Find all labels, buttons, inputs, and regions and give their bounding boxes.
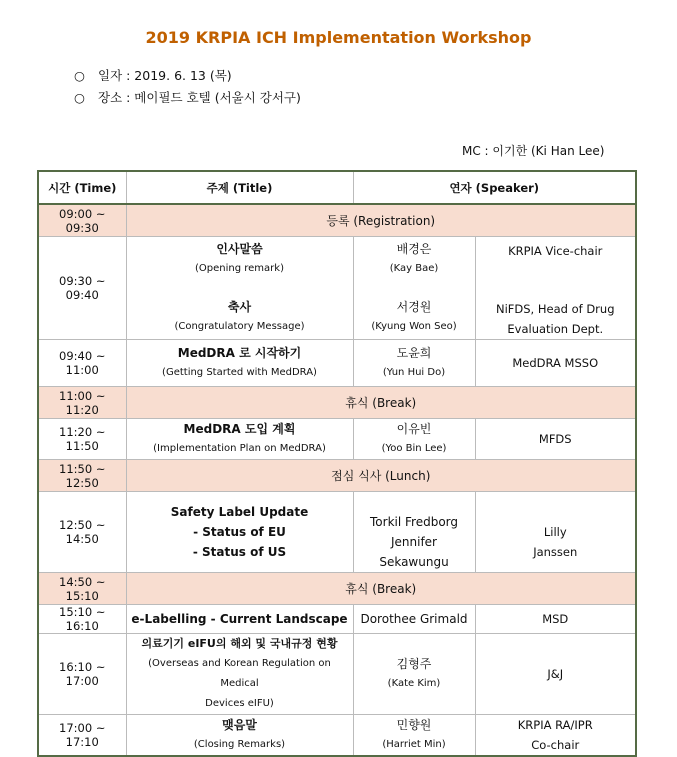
registration-label: 등록 (Registration) (126, 204, 636, 237)
session-title-cell (126, 340, 353, 387)
speaker-affiliation: KRPIA RA/IPR (517, 718, 593, 732)
row-time: 17:00 ~ 17:10 (38, 715, 126, 757)
session-title: 맺음말 (222, 718, 257, 732)
event-date: 일자 : 2019. 6. 13 (목) (98, 68, 232, 83)
session-title: 의료기기 eIFU의 해외 및 국내규정 현황 (141, 637, 338, 650)
speaker-name: 배경은 (396, 242, 432, 256)
schedule-table (37, 170, 637, 757)
speaker-name-en: (Yun Hui Do) (382, 367, 446, 378)
header-time: 시간 (Time) (38, 171, 126, 204)
opening-speakers (353, 237, 475, 340)
row-time: 16:10 ~ 17:00 (38, 634, 126, 715)
row-time: 11:00 ~ 11:20 (38, 387, 126, 419)
session-title-cell (126, 419, 353, 460)
session-title: MedDRA 로 시작하기 (177, 346, 302, 360)
speaker-name-en: (Kyung Won Seo) (371, 321, 457, 332)
speaker-name-en: (Harriet Min) (382, 739, 446, 750)
speaker-affiliation: KRPIA Vice-chair (508, 244, 603, 258)
table-row-break (38, 387, 636, 419)
session-title-cell (126, 492, 353, 573)
opening-title: 인사말씀 (216, 242, 263, 256)
table-row-elabelling (38, 605, 636, 634)
session-title: MedDRA 도입 계획 (183, 422, 296, 436)
speaker-name: 민향원 (396, 718, 432, 732)
row-time: 12:50 ~ 14:50 (38, 492, 126, 573)
row-time: 09:30 ~ 09:40 (38, 237, 126, 340)
speaker-cell (353, 340, 475, 387)
speaker-affiliation: MFDS (475, 419, 636, 460)
page-title: 2019 KRPIA ICH Implementation Workshop (145, 28, 532, 47)
speaker-name: 서경원 (396, 300, 432, 314)
opening-title-en: (Opening remark) (195, 263, 284, 274)
table-row-meddra-plan (38, 419, 636, 460)
session-title-en: (Closing Remarks) (193, 739, 286, 750)
session-title: e-Labelling - Current Landscape (126, 605, 353, 634)
break-label: 휴식 (Break) (126, 573, 636, 605)
session-title-en: Devices eIFU) (205, 698, 274, 709)
speaker-affiliation: Evaluation Dept. (507, 322, 604, 336)
opening-titles (126, 237, 353, 340)
table-row-closing (38, 715, 636, 757)
table-row-meddra-start (38, 340, 636, 387)
session-title: Safety Label Update (170, 505, 309, 519)
speaker-affiliation: Lilly (543, 525, 567, 539)
speaker-name-en: (Kate Kim) (387, 678, 441, 689)
session-title-en: (Implementation Plan on MedDRA) (153, 443, 326, 454)
speaker-cell (353, 492, 475, 573)
row-time: 09:40 ~ 11:00 (38, 340, 126, 387)
session-title-en: (Overseas and Korean Regulation on Medical (148, 658, 331, 689)
header-speaker: 연자 (Speaker) (353, 171, 636, 204)
bullet-icon: ○ (74, 68, 85, 83)
speaker-name: Dorothee Grimald (353, 605, 475, 634)
affiliation-cell (475, 492, 636, 573)
session-title-en: (Getting Started with MedDRA) (162, 367, 317, 378)
speaker-affiliation: J&J (475, 634, 636, 715)
table-row-registration (38, 204, 636, 237)
speaker-affiliation: MedDRA MSSO (475, 340, 636, 387)
speaker-affiliation: Co-chair (531, 738, 580, 752)
speaker-name: 김형주 (396, 657, 432, 671)
session-subtitle: - Status of EU (193, 525, 286, 539)
break-label: 휴식 (Break) (126, 387, 636, 419)
row-time: 11:50 ~ 12:50 (38, 460, 126, 492)
row-time: 15:10 ~ 16:10 (38, 605, 126, 634)
speaker-affiliation: NiFDS, Head of Drug (495, 302, 615, 316)
speaker-cell (353, 715, 475, 757)
speaker-cell (353, 419, 475, 460)
row-time: 09:00 ~ 09:30 (38, 204, 126, 237)
congrats-title-en: (Congratulatory Message) (174, 321, 305, 332)
speaker-name: 이유빈 (396, 422, 432, 436)
bullet-icon: ○ (74, 90, 85, 105)
table-row-lunch (38, 460, 636, 492)
table-row-opening (38, 237, 636, 340)
row-time: 14:50 ~ 15:10 (38, 573, 126, 605)
speaker-affiliation: MSD (475, 605, 636, 634)
speaker-name: 도윤희 (396, 346, 432, 360)
congrats-title: 축사 (227, 300, 252, 314)
header-title: 주제 (Title) (126, 171, 353, 204)
event-place: 장소 : 메이필드 호텔 (서울시 강서구) (98, 90, 301, 105)
table-row-break (38, 573, 636, 605)
date-line (74, 66, 232, 84)
table-row-eifu (38, 634, 636, 715)
speaker-name-en: (Kay Bae) (389, 263, 439, 274)
session-subtitle: - Status of US (192, 545, 287, 559)
affiliation-cell (475, 715, 636, 757)
table-row-safety-label (38, 492, 636, 573)
speaker-name: Jennifer Sekawungu (379, 535, 449, 569)
row-time: 11:20 ~ 11:50 (38, 419, 126, 460)
speaker-affiliation: Janssen (533, 545, 578, 559)
speaker-name: Torkil Fredborg (370, 515, 458, 529)
speaker-cell (353, 634, 475, 715)
table-header-row (38, 171, 636, 204)
mc-info: MC : 이기한 (Ki Han Lee) (462, 144, 605, 158)
opening-affiliations (475, 237, 636, 340)
speaker-name-en: (Yoo Bin Lee) (381, 443, 447, 454)
lunch-label: 점심 식사 (Lunch) (126, 460, 636, 492)
session-title-cell (126, 634, 353, 715)
place-line (74, 88, 301, 106)
session-title-cell (126, 715, 353, 757)
